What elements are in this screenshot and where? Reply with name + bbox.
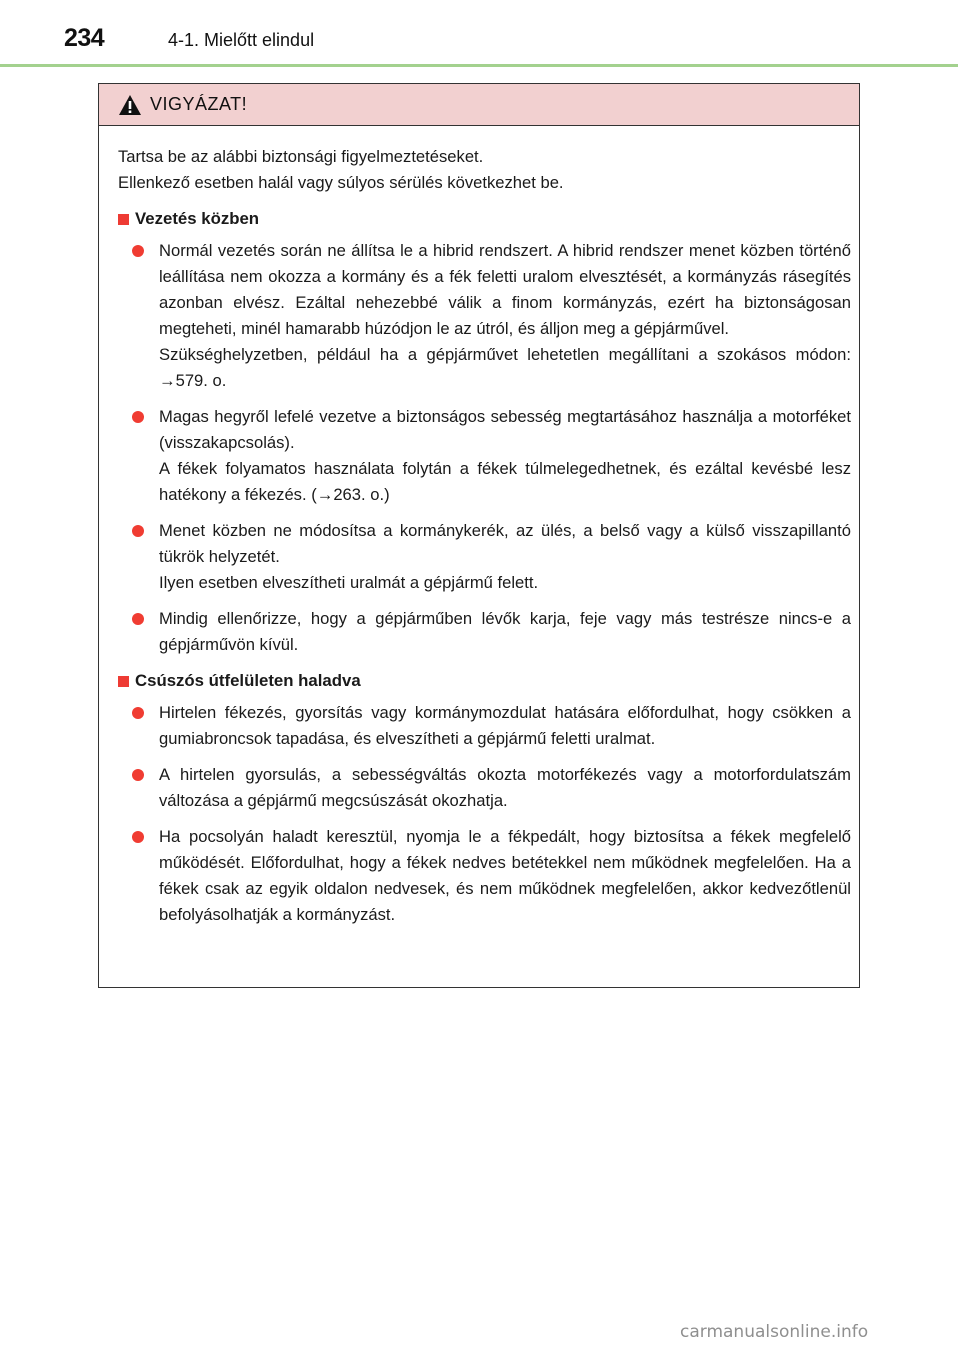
intro-line: Ellenkező esetben halál vagy súlyos sérülés következhet be.	[118, 173, 564, 192]
list-item	[132, 824, 851, 928]
section-heading-text: Csúszós útfelületen haladva	[135, 671, 361, 690]
bullet-dot-icon	[132, 525, 144, 537]
warning-triangle-icon	[119, 95, 141, 115]
bullet-dot-icon	[132, 707, 144, 719]
section-heading	[118, 206, 851, 232]
item-paragraph: Ilyen esetben elveszítheti uralmát a gépjármű felett.	[159, 573, 539, 592]
warning-list	[118, 700, 851, 928]
section-heading-text: Vezetés közben	[135, 209, 260, 228]
warning-box	[98, 83, 860, 988]
item-paragraph: Szükséghelyzetben, például ha a gépjárművet lehetetlen megállítani a szokásos módon: →579. o.	[159, 345, 851, 390]
warning-list	[118, 238, 851, 658]
item-paragraph: A hirtelen gyorsulás, a sebességváltás okozta motorfékezés vagy a motorfordulatszám változása a gépjármű megcsúszását okozhatja.	[159, 765, 851, 810]
page-header	[0, 0, 960, 68]
section-heading	[118, 668, 851, 694]
bullet-dot-icon	[132, 411, 144, 423]
item-paragraph: Menet közben ne módosítsa a kormánykerék, az ülés, a belső vagy a külső visszapillantó tükrök helyzetét.	[159, 521, 851, 566]
list-item	[132, 606, 851, 658]
list-item	[132, 404, 851, 508]
item-paragraph: Normál vezetés során ne állítsa le a hibrid rendszert. A hibrid rendszer menet közben történő leállítása nem okozza a kormány és a fék feletti uralom elvesztését, a kormányzás rásegítés azonban elvész. Ezáltal nehezebbé válik a finom kormányzás, ezért ha biztonságosan megteheti, minél hamarabb húzódjon le az útról, és álljon meg a gépjárművel.	[159, 241, 851, 338]
warning-title: VIGYÁZAT!	[150, 94, 248, 114]
item-paragraph: Magas hegyről lefelé vezetve a biztonságos sebesség megtartásához használja a motorféket (visszakapcsolás).	[159, 407, 851, 452]
bullet-dot-icon	[132, 831, 144, 843]
list-item	[132, 700, 851, 752]
section-title: 4-1. Mielőtt elindul	[168, 30, 315, 50]
warning-body	[99, 126, 859, 928]
square-bullet-icon	[118, 676, 129, 687]
item-paragraph: Mindig ellenőrizze, hogy a gépjárműben lévők karja, feje vagy más testrésze nincs-e a gépjárművön kívül.	[159, 609, 851, 654]
header-divider	[0, 64, 958, 67]
item-paragraph: A fékek folyamatos használata folytán a fékek túlmelegedhetnek, és ezáltal kevésbé lesz hatékony a fékezés. (→263. o.)	[159, 459, 851, 504]
warning-header	[99, 84, 859, 126]
list-item	[132, 762, 851, 814]
square-bullet-icon	[118, 214, 129, 225]
watermark: carmanualsonline.info	[680, 1322, 869, 1342]
page-number: 234	[64, 24, 105, 52]
warning-intro	[118, 144, 851, 196]
list-item	[132, 518, 851, 596]
bullet-dot-icon	[132, 613, 144, 625]
bullet-dot-icon	[132, 245, 144, 257]
item-paragraph: Ha pocsolyán haladt keresztül, nyomja le a fékpedált, hogy biztosítsa a fékek megfelelő működését. Előfordulhat, hogy a fékek nedves betétekkel nem működnek megfelelően. Ha a fékek csak az egyik oldalon nedvesek, és nem működnek megfelelően, akkor kedvezőtlenül befolyásolhatják a kormányzást.	[159, 827, 851, 924]
list-item	[132, 238, 851, 394]
intro-line: Tartsa be az alábbi biztonsági figyelmeztetéseket.	[118, 147, 484, 166]
item-paragraph: Hirtelen fékezés, gyorsítás vagy kormánymozdulat hatására előfordulhat, hogy csökken a gumiabroncsok tapadása, és elveszítheti a gépjármű feletti uralmat.	[159, 703, 851, 748]
bullet-dot-icon	[132, 769, 144, 781]
